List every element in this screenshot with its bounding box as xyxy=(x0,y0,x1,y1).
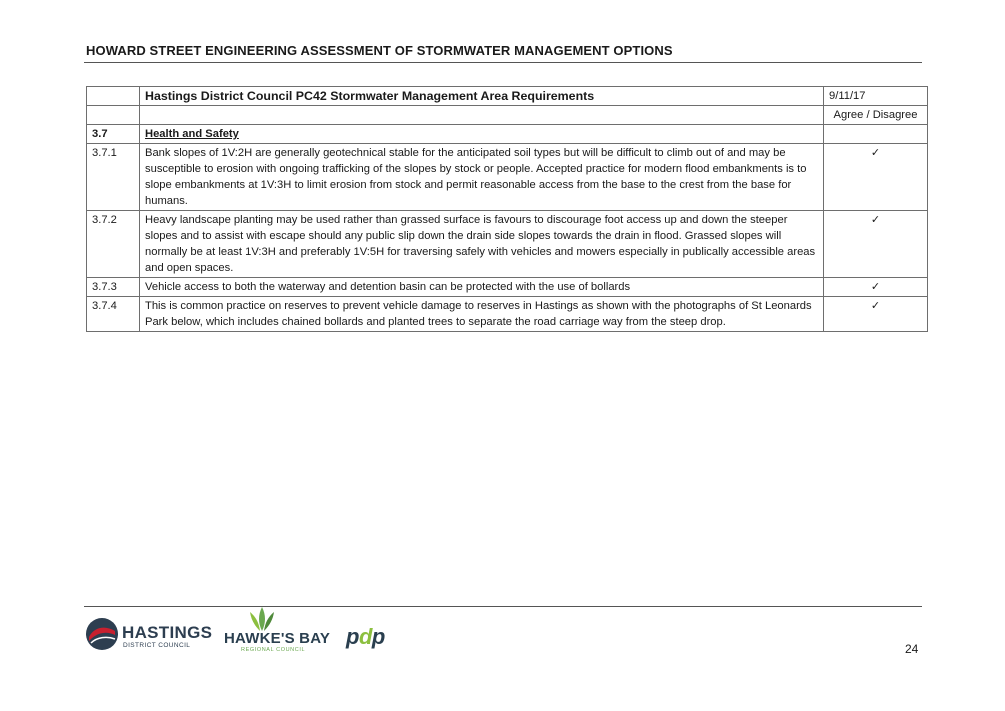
row-text: Bank slopes of 1V:2H are generally geotechnical stable for the anticipated soil types but will be difficult to climb out of and may be susceptible to erosion with ongoing trafficking of the slopes by stock or people. Accepted practice for modern flood embankments is to slope embankments at 1V:3H to limit erosion from stock and permit reasonable access from the base to the crest from the base for humans. xyxy=(140,144,824,211)
hastings-emblem-icon xyxy=(85,617,119,651)
row-number: 3.7.4 xyxy=(87,297,140,332)
header-rule xyxy=(84,62,922,63)
table-row xyxy=(87,297,928,332)
table-row xyxy=(87,144,928,211)
footer-rule xyxy=(84,606,922,607)
requirements-table xyxy=(86,86,928,332)
hawkes-bay-subtitle: REGIONAL COUNCIL xyxy=(241,647,306,653)
row-number: 3.7.1 xyxy=(87,144,140,211)
row-number: 3.7.3 xyxy=(87,278,140,297)
section-title: Health and Safety xyxy=(145,128,239,140)
row-text: Vehicle access to both the waterway and detention basin can be protected with the use of bollards xyxy=(140,278,824,297)
row-number: 3.7.2 xyxy=(87,211,140,278)
document-title: HOWARD STREET ENGINEERING ASSESSMENT OF STORMWATER MANAGEMENT OPTIONS xyxy=(86,43,673,58)
checkmark-icon: ✓ xyxy=(824,211,928,278)
date-cell: 9/11/17 xyxy=(824,87,928,106)
row-text: This is common practice on reserves to prevent vehicle damage to reserves in Hastings as shown with the photographs of St Leonards Park below, which includes chained bollards and planted trees to separate the road carriage way from the steep drop. xyxy=(140,297,824,332)
checkmark-icon: ✓ xyxy=(824,278,928,297)
agree-row xyxy=(87,106,928,125)
hawkes-bay-leaf-icon xyxy=(248,607,276,631)
table-row xyxy=(87,278,928,297)
hawkes-bay-regional-council-logo xyxy=(224,607,331,655)
pdp-logo: pdp xyxy=(346,624,385,649)
section-number: 3.7 xyxy=(87,125,140,144)
row-text: Heavy landscape planting may be used rather than grassed surface is favours to discourage foot access up and down the steeper slopes and to assist with escape should any public slip down the drain side slopes towards the drain in flood. Grassed slopes will normally be at least 1V:3H and preferably 1V:5H for traversing safely with vehicles and mowers especially in publically accessible areas and open spaces. xyxy=(140,211,824,278)
checkmark-icon: ✓ xyxy=(824,144,928,211)
agree-disagree-label: Agree / Disagree xyxy=(824,106,928,125)
hawkes-bay-name: HAWKE'S BAY xyxy=(224,630,331,647)
hastings-subtitle: DISTRICT COUNCIL xyxy=(123,642,191,649)
table-row xyxy=(87,211,928,278)
header-empty-cell xyxy=(87,87,140,106)
checkmark-icon: ✓ xyxy=(824,297,928,332)
page-number: 24 xyxy=(905,642,919,656)
hastings-district-council-logo xyxy=(85,617,213,655)
table-header-row xyxy=(87,87,928,106)
section-row xyxy=(87,125,928,144)
hastings-name: HASTINGS xyxy=(122,623,213,642)
table-title: Hastings District Council PC42 Stormwater Management Area Requirements xyxy=(140,87,824,106)
